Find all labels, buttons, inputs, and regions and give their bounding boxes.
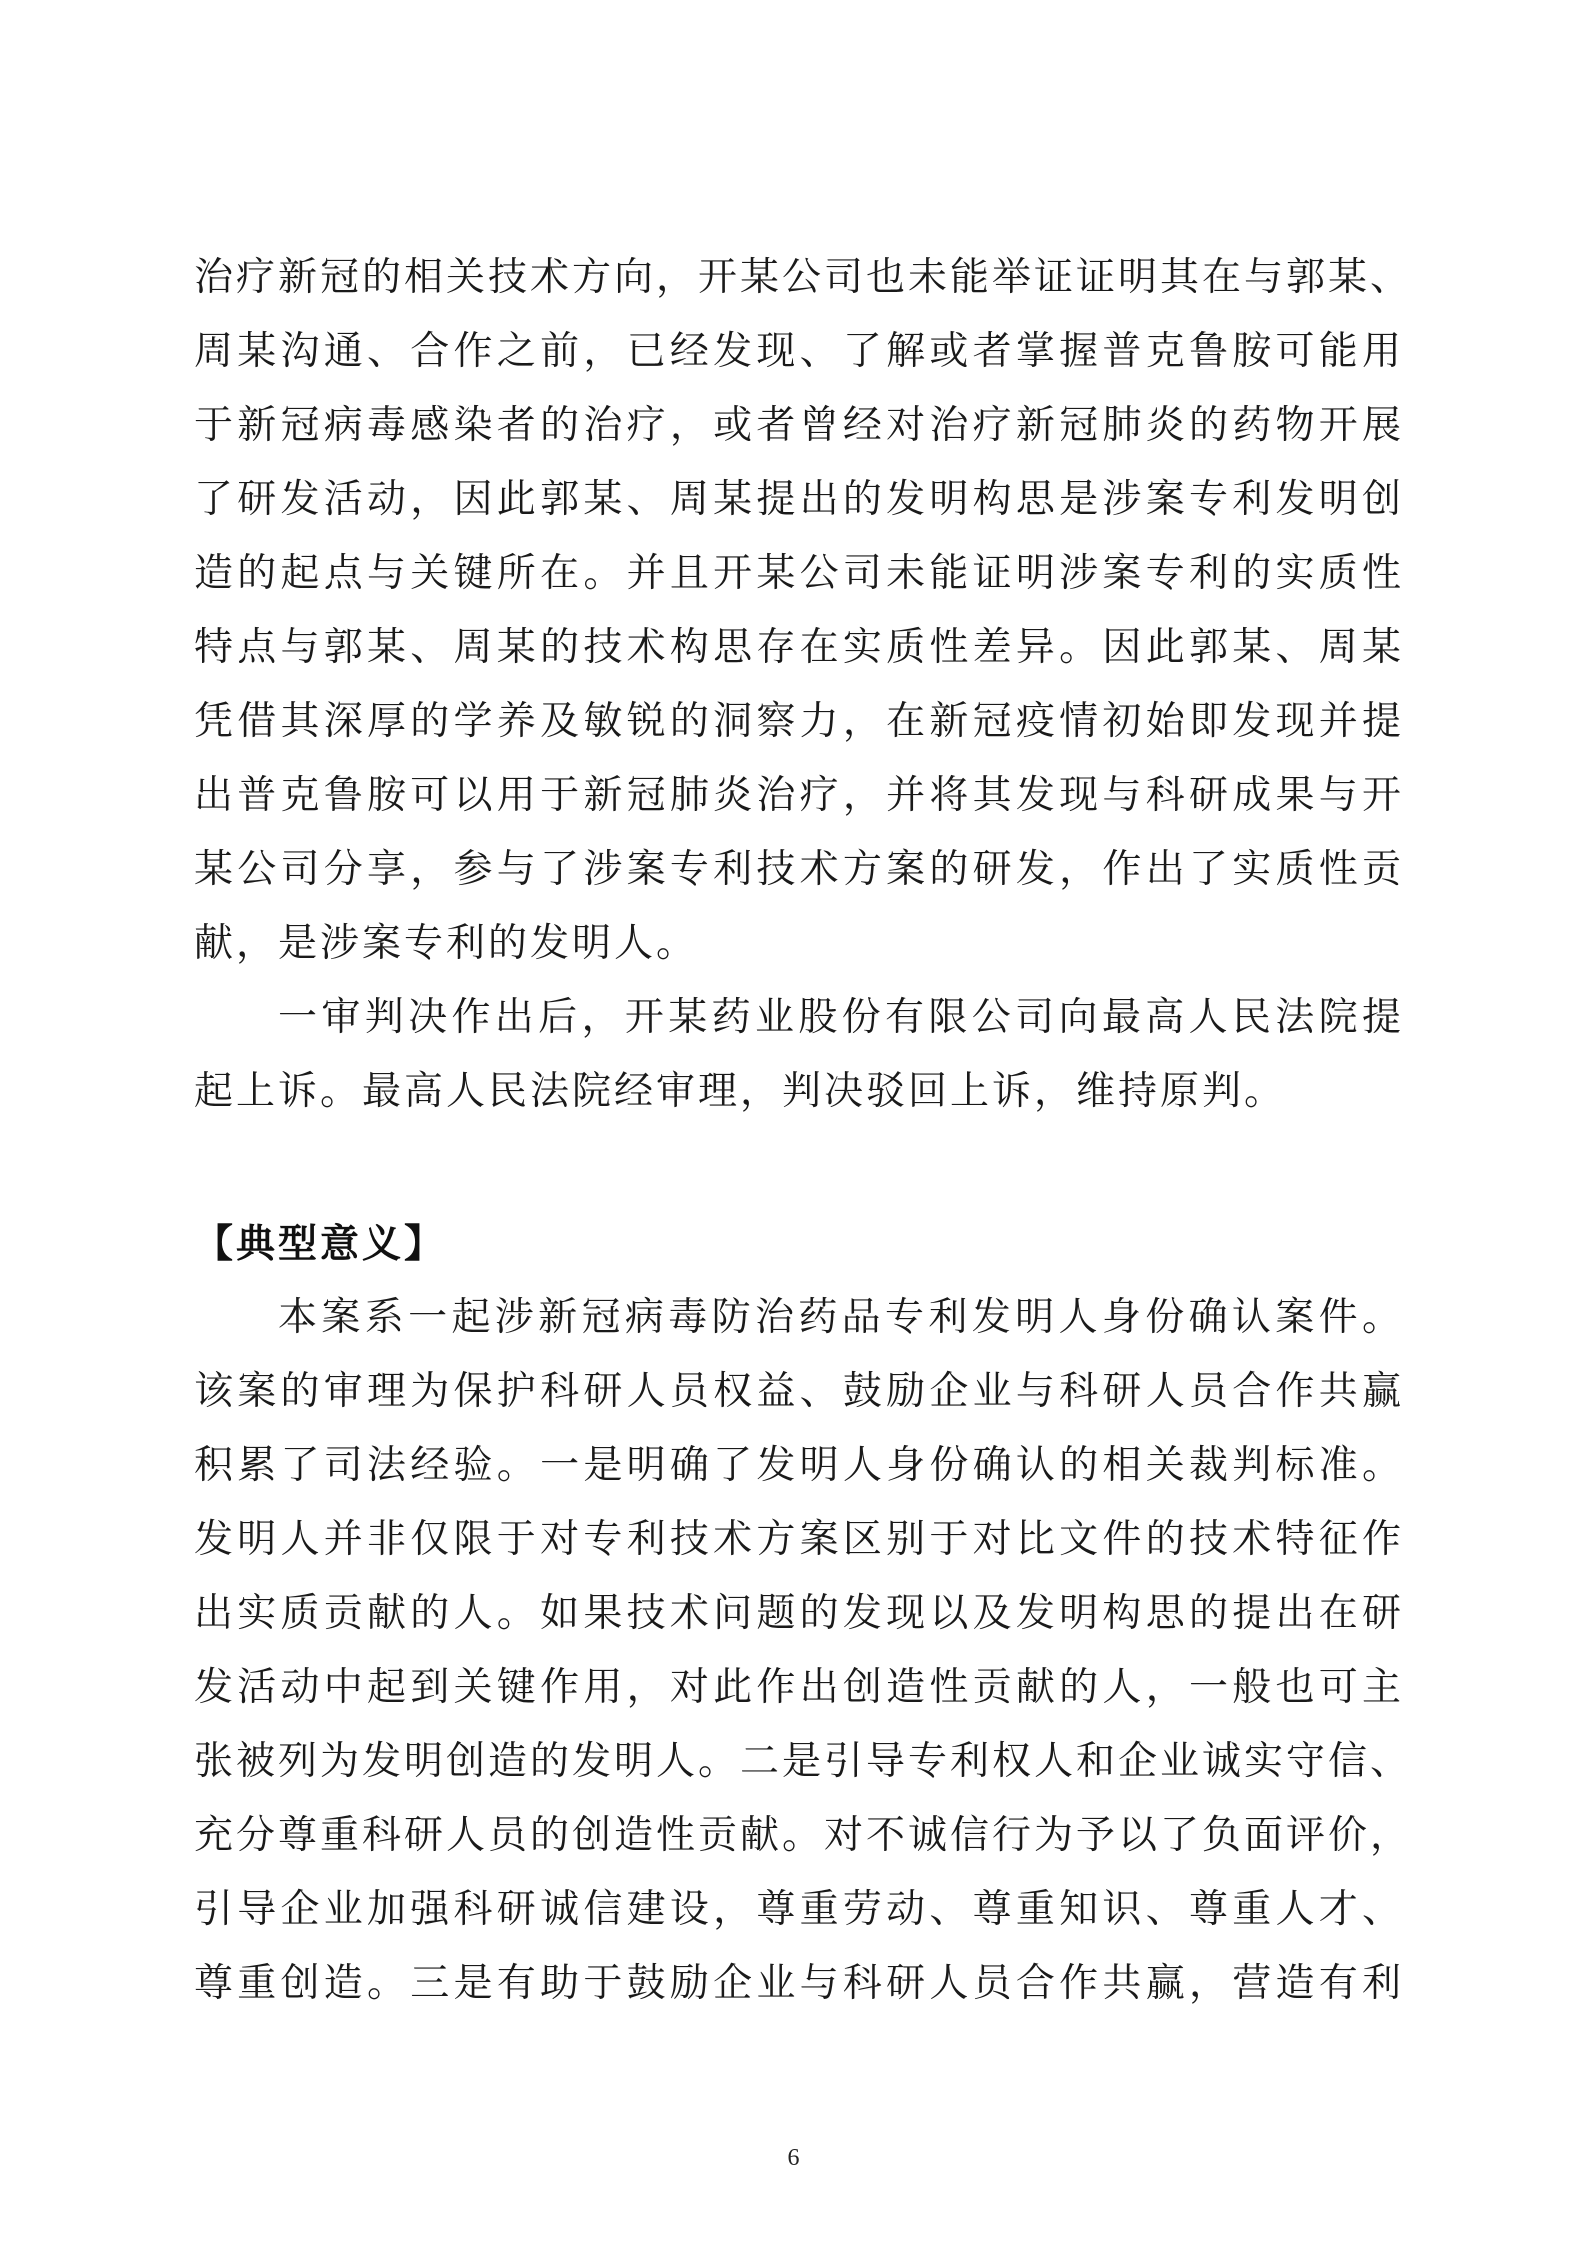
paragraph-continuation <box>194 241 1413 1129</box>
text-line: 凭借其深厚的学养及敏锐的洞察力，在新冠疫情初始即发现并提 <box>194 699 1404 744</box>
text-line: 治疗新冠的相关技术方向，开某公司也未能举证证明其在与郭某、 <box>194 255 1413 300</box>
text-line: 该案的审理为保护科研人员权益、鼓励企业与科研人员合作共赢 <box>194 1369 1404 1414</box>
text-line: 周某沟通、合作之前，已经发现、了解或者掌握普克鲁胺可能用 <box>194 329 1404 374</box>
text-line: 发活动中起到关键作用，对此作出创造性贡献的人，一般也可主 <box>194 1665 1404 1710</box>
text-line: 尊重创造。三是有助于鼓励企业与科研人员合作共赢，营造有利 <box>194 1961 1404 2006</box>
text-line: 于新冠病毒感染者的治疗，或者曾经对治疗新冠肺炎的药物开展 <box>194 403 1404 448</box>
page-number: 6 <box>787 2145 800 2171</box>
paragraph-typical-significance <box>194 1281 1413 2021</box>
text-line: 出实质贡献的人。如果技术问题的发现以及发明构思的提出在研 <box>194 1591 1404 1636</box>
text-line: 张被列为发明创造的发明人。二是引导专利权人和企业诚实守信、 <box>194 1739 1413 1784</box>
text-line: 积累了司法经验。一是明确了发明人身份确认的相关裁判标准。 <box>194 1443 1404 1488</box>
text-line: 特点与郭某、周某的技术构思存在实质性差异。因此郭某、周某 <box>194 625 1404 670</box>
text-line: 充分尊重科研人员的创造性贡献。对不诚信行为予以了负面评价， <box>194 1813 1413 1858</box>
text-line: 发明人并非仅限于对专利技术方案区别于对比文件的技术特征作 <box>194 1517 1404 1562</box>
text-line-indented: 一审判决作出后，开某药业股份有限公司向最高人民法院提 <box>278 995 1404 1040</box>
text-line: 引导企业加强科研诚信建设，尊重劳动、尊重知识、尊重人才、 <box>194 1887 1404 1932</box>
text-line: 某公司分享，参与了涉案专利技术方案的研发，作出了实质性贡 <box>194 847 1404 892</box>
text-line: 造的起点与关键所在。并且开某公司未能证明涉案专利的实质性 <box>194 551 1404 596</box>
text-line: 献，是涉案专利的发明人。 <box>194 921 699 966</box>
text-line-indented: 本案系一起涉新冠病毒防治药品专利发明人身份确认案件。 <box>278 1295 1404 1340</box>
text-line: 了研发活动，因此郭某、周某提出的发明构思是涉案专利发明创 <box>194 477 1404 522</box>
section-heading: 【典型意义】 <box>194 1221 447 1267</box>
text-line: 起上诉。最高人民法院经审理，判决驳回上诉，维持原判。 <box>194 1069 1287 1114</box>
text-line: 出普克鲁胺可以用于新冠肺炎治疗，并将其发现与科研成果与开 <box>194 773 1404 818</box>
